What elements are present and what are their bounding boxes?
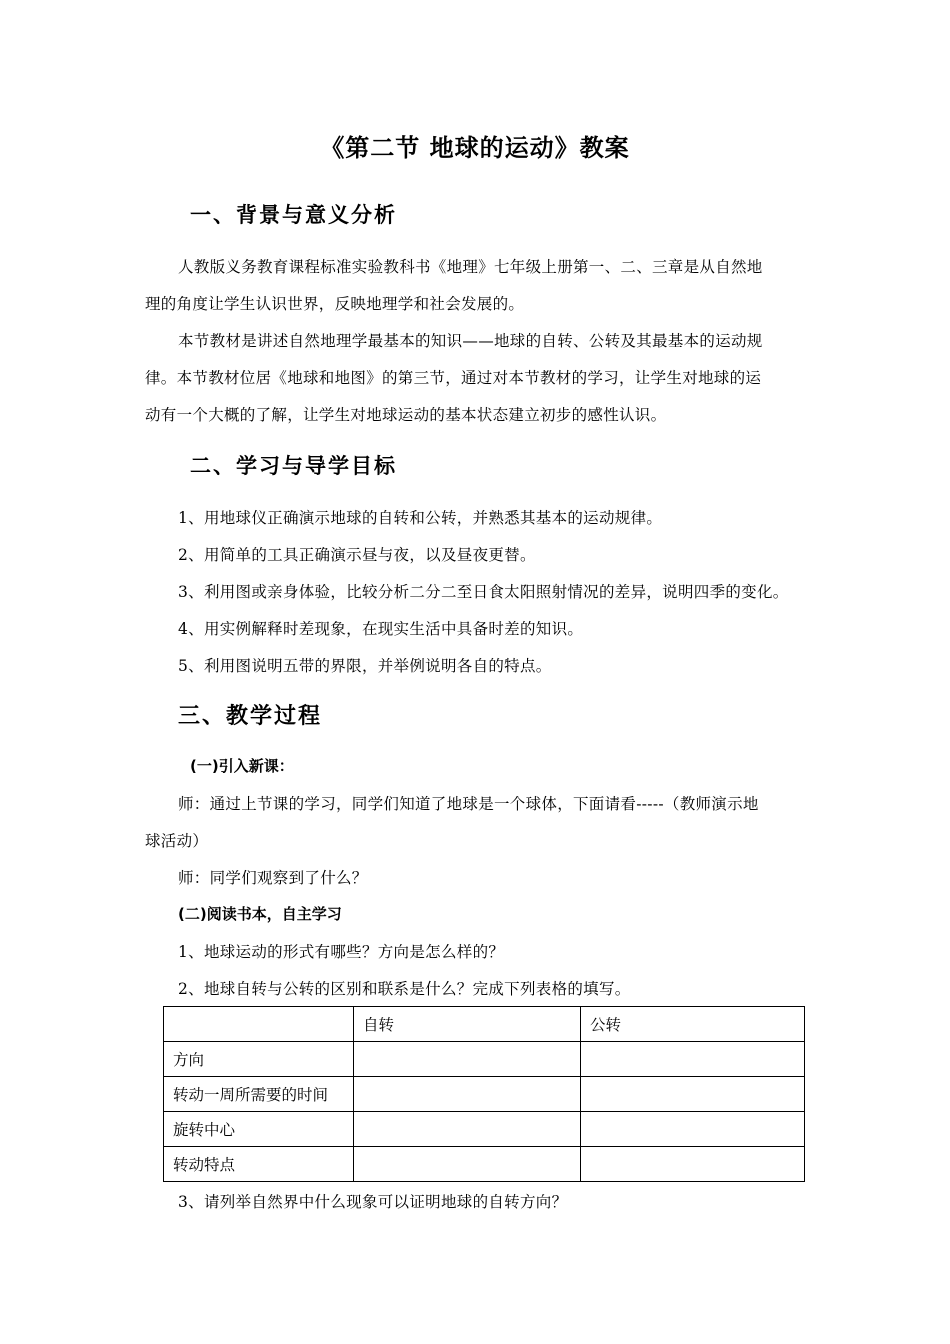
goal-item: 2、用简单的工具正确演示昼与夜，以及昼夜更替。	[178, 546, 536, 564]
subsection-heading: (二)阅读书本，自主学习	[178, 905, 342, 923]
document-title: 《第二节 地球的运动》教案	[320, 134, 630, 162]
section-heading-goals: 二、学习与导学目标	[190, 454, 397, 478]
table-header-row	[164, 1007, 805, 1042]
section-heading-process: 三、教学过程	[178, 704, 323, 729]
subsection-heading: (一)引入新课：	[190, 757, 294, 775]
paragraph-line: 理的角度让学生认识世界，反映地理学和社会发展的。	[145, 295, 525, 313]
question-item: 2、地球自转与公转的区别和联系是什么？完成下列表格的填写。	[178, 980, 631, 998]
paragraph-line: 律。本节教材位居《地球和地图》的第三节，通过对本节教材的学习，让学生对地球的运	[145, 369, 762, 387]
paragraph-line: 动有一个大概的了解，让学生对地球运动的基本状态建立初步的感性认识。	[145, 406, 667, 424]
table-header-cell: 自转	[354, 1007, 581, 1042]
table-cell-blank[interactable]	[581, 1147, 805, 1182]
table-row-label: 方向	[164, 1042, 354, 1077]
section-heading-background: 一、背景与意义分析	[190, 203, 397, 227]
table-row-label: 转动特点	[164, 1147, 354, 1182]
table-row-label: 转动一周所需要的时间	[164, 1077, 354, 1112]
goal-item: 4、用实例解释时差现象，在现实生活中具备时差的知识。	[178, 620, 584, 638]
table-header-cell	[164, 1007, 354, 1042]
table-cell-blank[interactable]	[354, 1147, 581, 1182]
paragraph-line: 师：同学们观察到了什么？	[178, 869, 368, 887]
goal-item: 1、用地球仪正确演示地球的自转和公转，并熟悉其基本的运动规律。	[178, 509, 663, 527]
table-row	[164, 1077, 805, 1112]
rotation-revolution-table	[163, 1006, 805, 1182]
question-item: 1、地球运动的形式有哪些？方向是怎么样的？	[178, 943, 505, 961]
table-cell-blank[interactable]	[581, 1112, 805, 1147]
table-row-label: 旋转中心	[164, 1112, 354, 1147]
paragraph-line: 师：通过上节课的学习，同学们知道了地球是一个球体，下面请看-----（教师演示地	[178, 795, 759, 813]
table-cell-blank[interactable]	[354, 1077, 581, 1112]
table-cell-blank[interactable]	[354, 1112, 581, 1147]
table-row	[164, 1112, 805, 1147]
table-cell-blank[interactable]	[581, 1042, 805, 1077]
table-header-cell: 公转	[581, 1007, 805, 1042]
paragraph-line: 本节教材是讲述自然地理学最基本的知识——地球的自转、公转及其最基本的运动规	[178, 332, 763, 350]
table-cell-blank[interactable]	[354, 1042, 581, 1077]
table-row	[164, 1042, 805, 1077]
table-row	[164, 1147, 805, 1182]
question-item: 3、请列举自然界中什么现象可以证明地球的自转方向？	[178, 1193, 568, 1211]
goal-item: 5、利用图说明五带的界限，并举例说明各自的特点。	[178, 657, 552, 675]
goal-item: 3、利用图或亲身体验，比较分析二分二至日食太阳照射情况的差异，说明四季的变化。	[178, 583, 789, 601]
paragraph-line: 人教版义务教育课程标准实验教科书《地理》七年级上册第一、二、三章是从自然地	[178, 258, 763, 276]
table-cell-blank[interactable]	[581, 1077, 805, 1112]
paragraph-line: 球活动）	[145, 832, 209, 850]
